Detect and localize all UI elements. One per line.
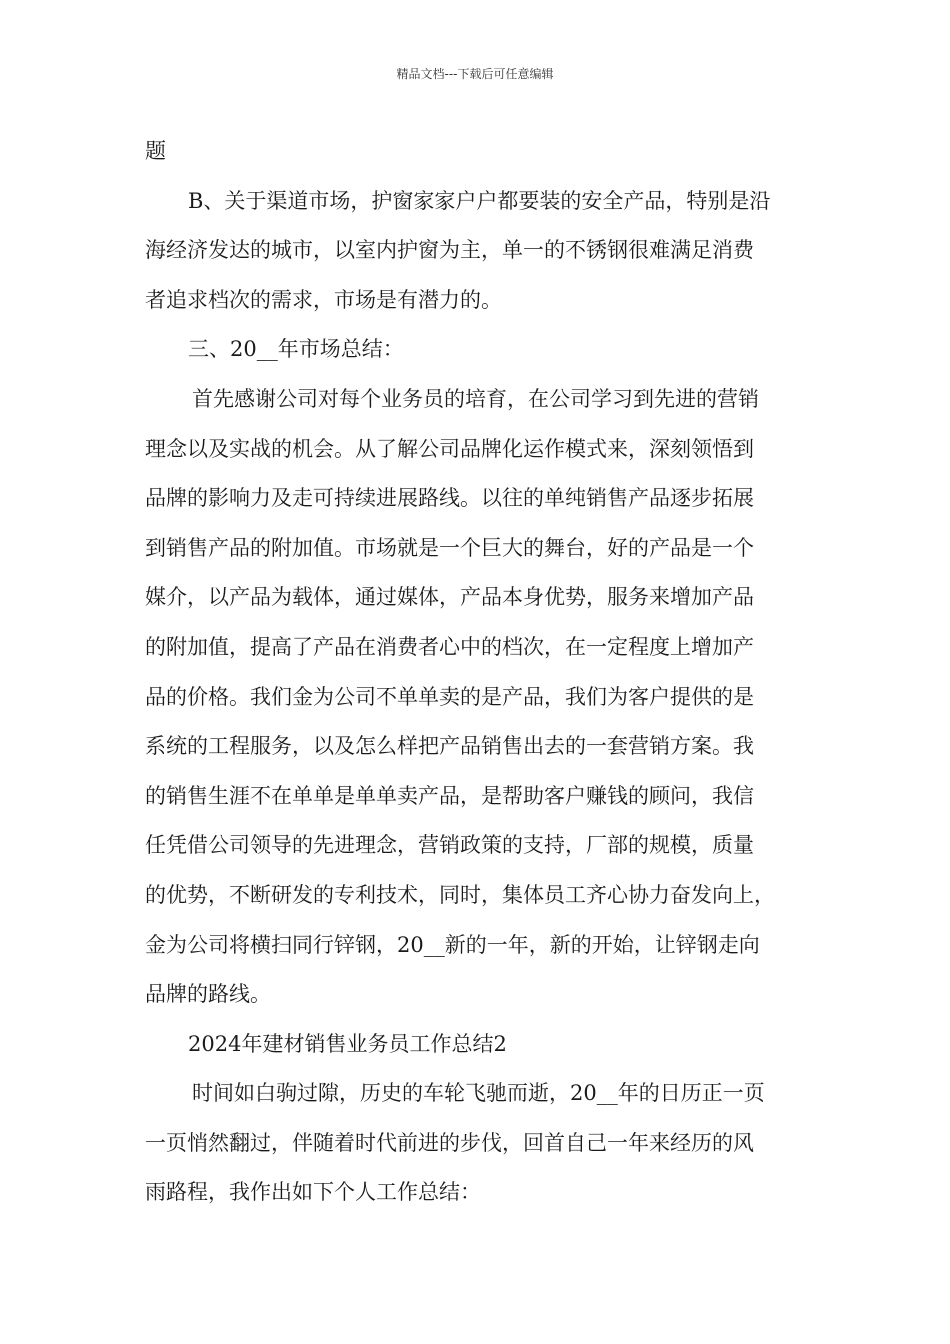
text-line: 任凭借公司领导的先进理念，营销政策的支持，厂部的规模，质量 xyxy=(145,833,754,858)
text-line: 系统的工程服务，以及怎么样把产品销售出去的一套营销方案。我 xyxy=(145,734,754,759)
text-line: 首先感谢公司对每个业务员的培育，在公司学习到先进的营销 xyxy=(192,386,759,411)
text-line: 的附加值，提高了产品在消费者心中的档次，在一定程度上增加产 xyxy=(145,634,754,659)
text-line: 的销售生涯不在单单是单单卖产品，是帮助客户赚钱的顾问，我信 xyxy=(145,783,754,808)
text-line: 一页悄然翻过，伴随着时代前进的步伐，回首自己一年来经历的风 xyxy=(145,1130,754,1155)
text-line: 金为公司将横扫同行锌钢，20__新的一年，新的开始，让锌钢走向 xyxy=(145,932,760,957)
text-line: 时间如白驹过隙，历史的车轮飞驰而逝，20__年的日历正一页 xyxy=(192,1081,765,1106)
page-header: 精品文档---下载后可任意编辑 xyxy=(396,67,554,81)
text-line: 品的价格。我们金为公司不单单卖的是产品，我们为客户提供的是 xyxy=(145,684,754,709)
section-heading: 2024年建材销售业务员工作总结2 xyxy=(188,1031,507,1056)
text-line: 雨路程，我作出如下个人工作总结： xyxy=(145,1180,481,1205)
text-line: 到销售产品的附加值。市场就是一个巨大的舞台，好的产品是一个 xyxy=(145,535,754,560)
text-line: 海经济发达的城市，以室内护窗为主，单一的不锈钢很难满足消费 xyxy=(145,238,754,263)
document-body xyxy=(145,127,821,1218)
text-line: 者追求档次的需求，市场是有潜力的。 xyxy=(145,287,502,312)
text-line: 题 xyxy=(145,139,166,163)
text-line: B、关于渠道市场，护窗家家户户都要装的安全产品，特别是沿 xyxy=(188,188,771,213)
text-line: 媒介，以产品为载体，通过媒体，产品本身优势，服务来增加产品 xyxy=(145,585,754,610)
text-line: 品牌的路线。 xyxy=(145,982,271,1007)
section-heading: 三、20__年市场总结： xyxy=(188,337,404,362)
text-line: 的优势，不断研发的专利技术，同时，集体员工齐心协力奋发向上， xyxy=(145,882,775,907)
text-line: 理念以及实战的机会。从了解公司品牌化运作模式来，深刻领悟到 xyxy=(145,436,754,461)
text-line: 品牌的影响力及走可持续进展路线。以往的单纯销售产品逐步拓展 xyxy=(145,486,754,511)
